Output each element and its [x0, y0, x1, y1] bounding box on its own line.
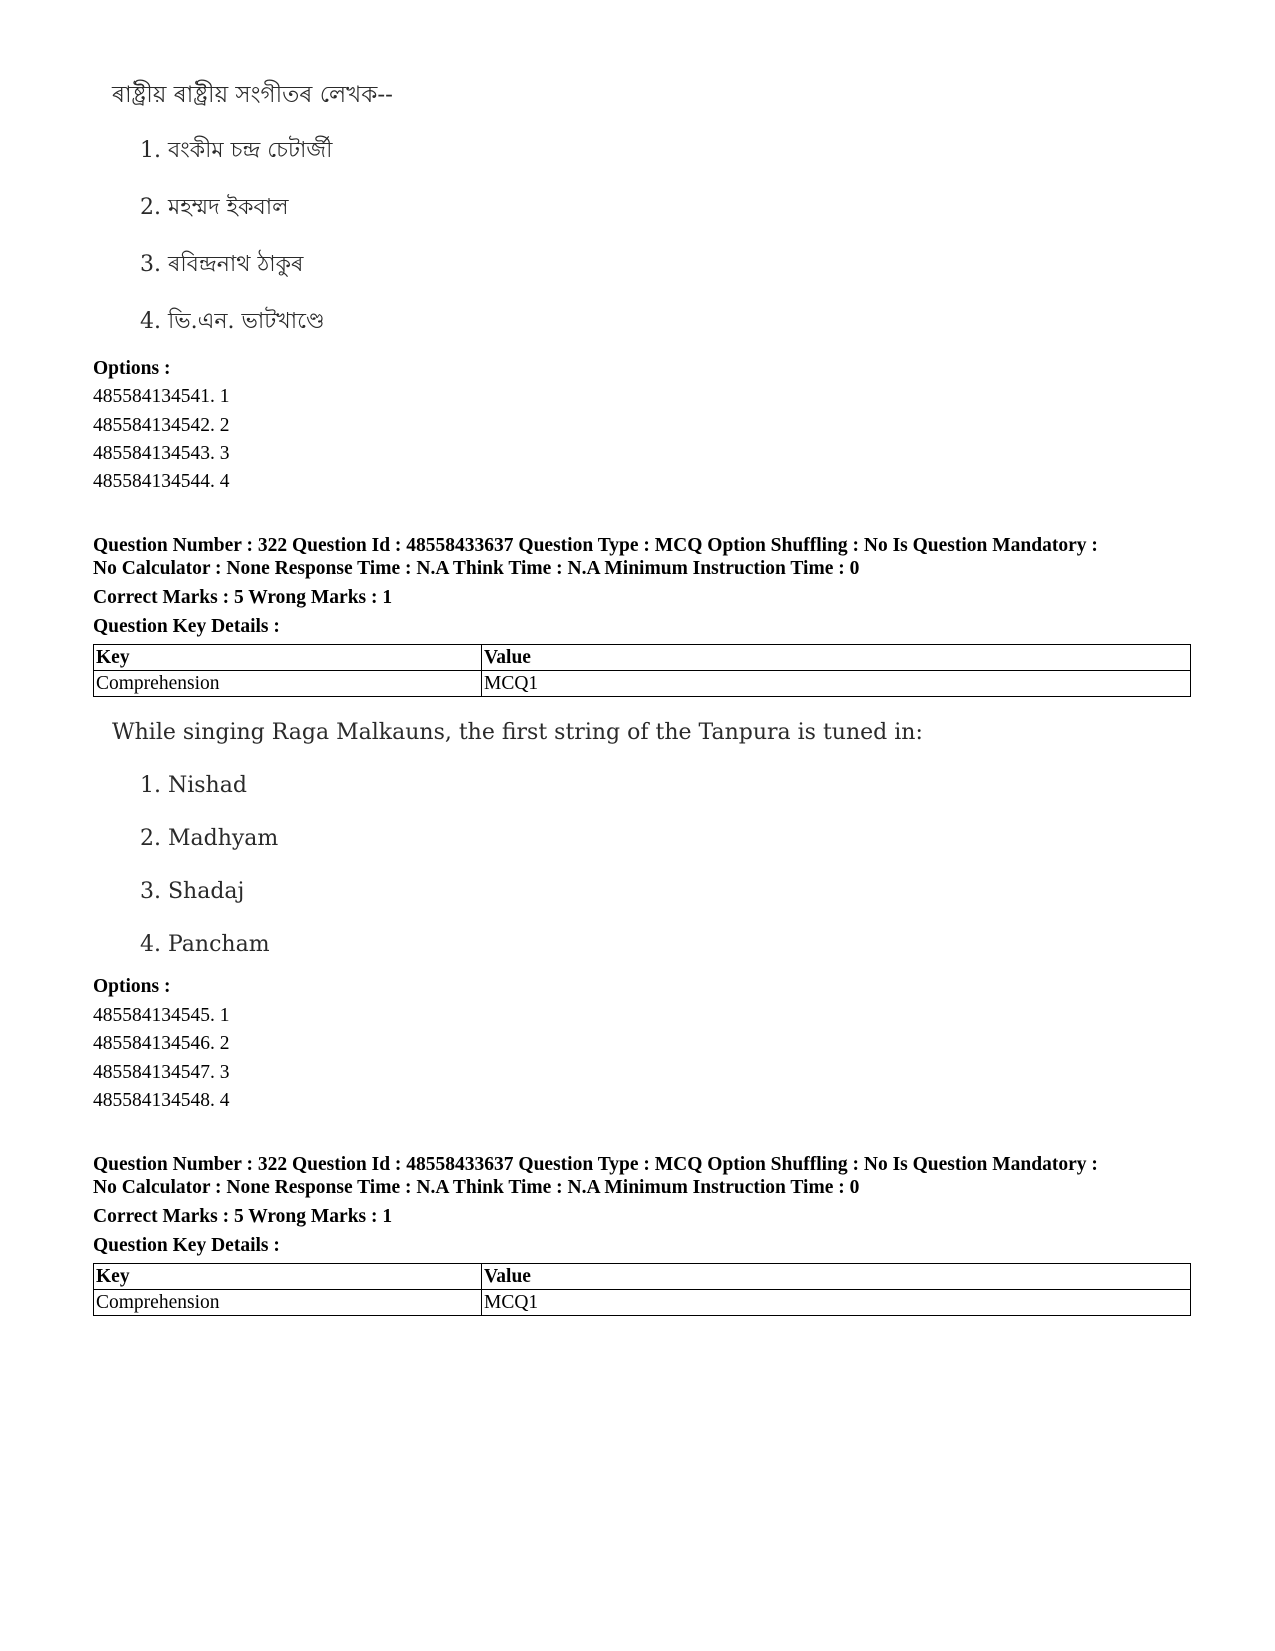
table-header-row: [94, 645, 1191, 671]
table-row: [94, 671, 1191, 697]
question-1-choice-2: 2. মহম্মদ ইকবাল: [140, 195, 289, 220]
table-cell-key: Comprehension: [94, 671, 482, 697]
table-header-row: [94, 1264, 1191, 1290]
key-details-label: Question Key Details :: [93, 1235, 280, 1256]
key-details-table: [93, 1263, 1191, 1316]
marks-line: Correct Marks : 5 Wrong Marks : 1: [93, 1206, 393, 1227]
question-meta-line-2: No Calculator : None Response Time : N.A Think Time : N.A Minimum Instruction Time : 0: [93, 558, 860, 579]
question-2-choice-3: 3. Shadaj: [140, 879, 245, 904]
table-header-value: Value: [482, 645, 1191, 671]
question-2-choice-1: 1. Nishad: [140, 773, 247, 798]
option-id-5: 485584134545. 1: [93, 1005, 230, 1026]
table-header-key: Key: [94, 1264, 482, 1290]
question-2-stem: While singing Raga Malkauns, the first string of the Tanpura is tuned in:: [112, 720, 923, 745]
question-2-choice-2: 2. Madhyam: [140, 826, 279, 851]
option-id-2: 485584134542. 2: [93, 415, 230, 436]
table-cell-value: MCQ1: [482, 1290, 1191, 1316]
table-header-key: Key: [94, 645, 482, 671]
option-id-8: 485584134548. 4: [93, 1090, 230, 1111]
question-1-choice-3: 3. ৰবিন্দ্ৰনাথ ঠাকুৰ: [140, 252, 304, 277]
options-label-2: Options :: [93, 976, 171, 997]
option-id-4: 485584134544. 4: [93, 471, 230, 492]
question-2-block: [112, 720, 923, 957]
question-meta-line-2: No Calculator : None Response Time : N.A Think Time : N.A Minimum Instruction Time : 0: [93, 1177, 860, 1198]
table-row: [94, 1290, 1191, 1316]
table-cell-key: Comprehension: [94, 1290, 482, 1316]
question-2-choice-4: 4. Pancham: [140, 932, 270, 957]
table-header-value: Value: [482, 1264, 1191, 1290]
option-id-6: 485584134546. 2: [93, 1033, 230, 1054]
option-id-3: 485584134543. 3: [93, 443, 230, 464]
option-id-1: 485584134541. 1: [93, 386, 230, 407]
key-details-label: Question Key Details :: [93, 616, 280, 637]
table-cell-value: MCQ1: [482, 671, 1191, 697]
question-1-block: [112, 76, 393, 334]
question-1-stem: ৰাষ্ট্ৰীয় ৰাষ্ট্ৰীয় সংগীতৰ লেখক--: [112, 82, 393, 108]
question-1-choice-4: 4. ভি.এন. ভাটখাণ্ডে: [140, 309, 325, 334]
marks-line: Correct Marks : 5 Wrong Marks : 1: [93, 587, 393, 608]
options-label-1: Options :: [93, 358, 171, 379]
key-details-table: [93, 644, 1191, 697]
question-meta-line-1: Question Number : 322 Question Id : 48558433637 Question Type : MCQ Option Shuffling : No Is Question Mandatory :: [93, 535, 1098, 556]
option-id-7: 485584134547. 3: [93, 1062, 230, 1083]
question-1-choice-1: 1. বংকীম চন্দ্ৰ চেটাৰ্জী: [140, 138, 333, 163]
question-meta-line-1: Question Number : 322 Question Id : 48558433637 Question Type : MCQ Option Shuffling : No Is Question Mandatory :: [93, 1154, 1098, 1175]
